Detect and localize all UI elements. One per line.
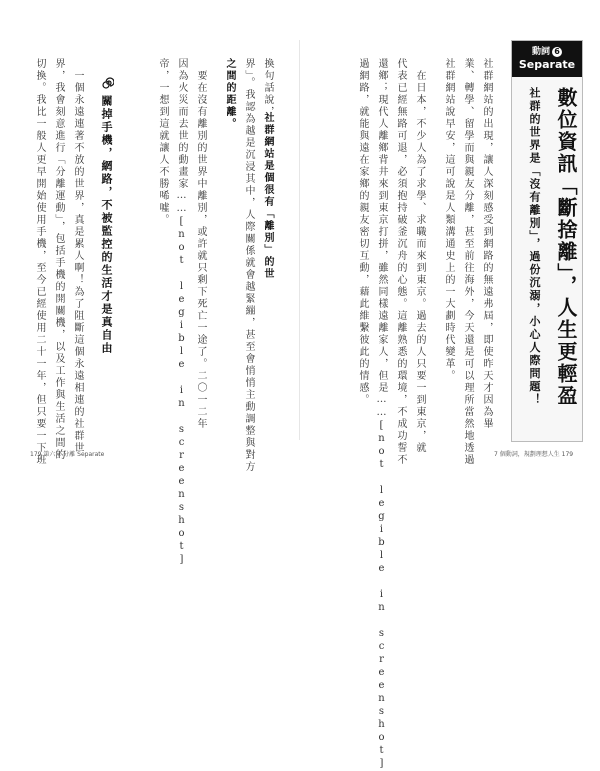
section-heading: 關掉手機，網路，不被監控的生活才是真自由	[100, 95, 113, 355]
body-column: 帝，一想到這就讓人不勝唏噓。	[157, 58, 168, 226]
body-column: 一個永遠連著不放的世界，真是累人啊！為了阻斷這個永遠相連的社群世	[72, 70, 83, 454]
body-column: 還鄉；現代人離鄉背井來到東京打拼，雖然同樣遠離家人，但是……[not legible in screenshot]	[376, 58, 387, 771]
body-column: 因為火災而去世的動畫家……[not legible in screenshot]	[176, 58, 187, 567]
chapter-badge	[511, 40, 583, 442]
badge-label-row	[512, 44, 582, 57]
spiral-icon	[102, 77, 114, 89]
right-page	[300, 0, 600, 771]
body-column: 界」。我認為越是沉浸其中，人際關係就會越緊繃，甚至會悄悄主動調整與對方	[243, 58, 254, 473]
left-page	[0, 0, 300, 567]
body-column: 之間的距離。	[224, 58, 235, 130]
body-column: 代表已經無路可退，必須抱持破釜沉舟的心態。這離熟悉的環境，不成功誓不	[395, 58, 406, 466]
body-column: 社群網站說早安，這可說是人類溝通史上的一大劃時代變革。	[443, 58, 454, 382]
body-column: 換句話說，	[262, 58, 273, 118]
page-subtitle: 社群的世界是「沒有離別」，過份沉溺，小心人際問題！	[528, 87, 541, 407]
body-column: 在日本，不少人為了求學、求職而來到東京。過去的人只要一到東京，就	[414, 70, 425, 454]
page-title: 數位資訊「斷捨離」，人生更輕盈	[554, 87, 578, 407]
badge-number: 6	[552, 47, 562, 57]
emphasis-text: 社群網站是個很有「離別」的世	[262, 112, 273, 280]
body-column: 業、轉學、留學而與親友分離，甚至前往海外，今天還是可以理所當然地透過	[462, 58, 473, 466]
body-column: 要在沒有離別的世界中離別，或許就只剩下死亡一途了。二〇一二年	[195, 70, 206, 430]
badge-header	[512, 41, 582, 77]
body-column: 界，我會刻意進行「分離運動」，包括手機的開關機，以及工作與生活之間的	[53, 58, 64, 461]
page-footer-left: 179 第六章 分離 Separate	[30, 451, 105, 458]
body-column: 社群網站的出現，讓人深刻感受到網路的無遠弗屆，即使昨天才因為畢	[481, 58, 492, 430]
badge-label: 動詞	[531, 47, 550, 57]
badge-english: Separate	[518, 58, 576, 71]
body-column: 切換。我比一般人更早開始使用手機，至今已經使用二十一年，但只要一下班	[34, 58, 45, 466]
page-footer-right: 7 個動詞，規劃理想人生 179	[494, 451, 574, 458]
body-column: 過網路，就能與遠在家鄉的親友密切互動，藉此維繫彼此的情感。	[357, 58, 368, 406]
